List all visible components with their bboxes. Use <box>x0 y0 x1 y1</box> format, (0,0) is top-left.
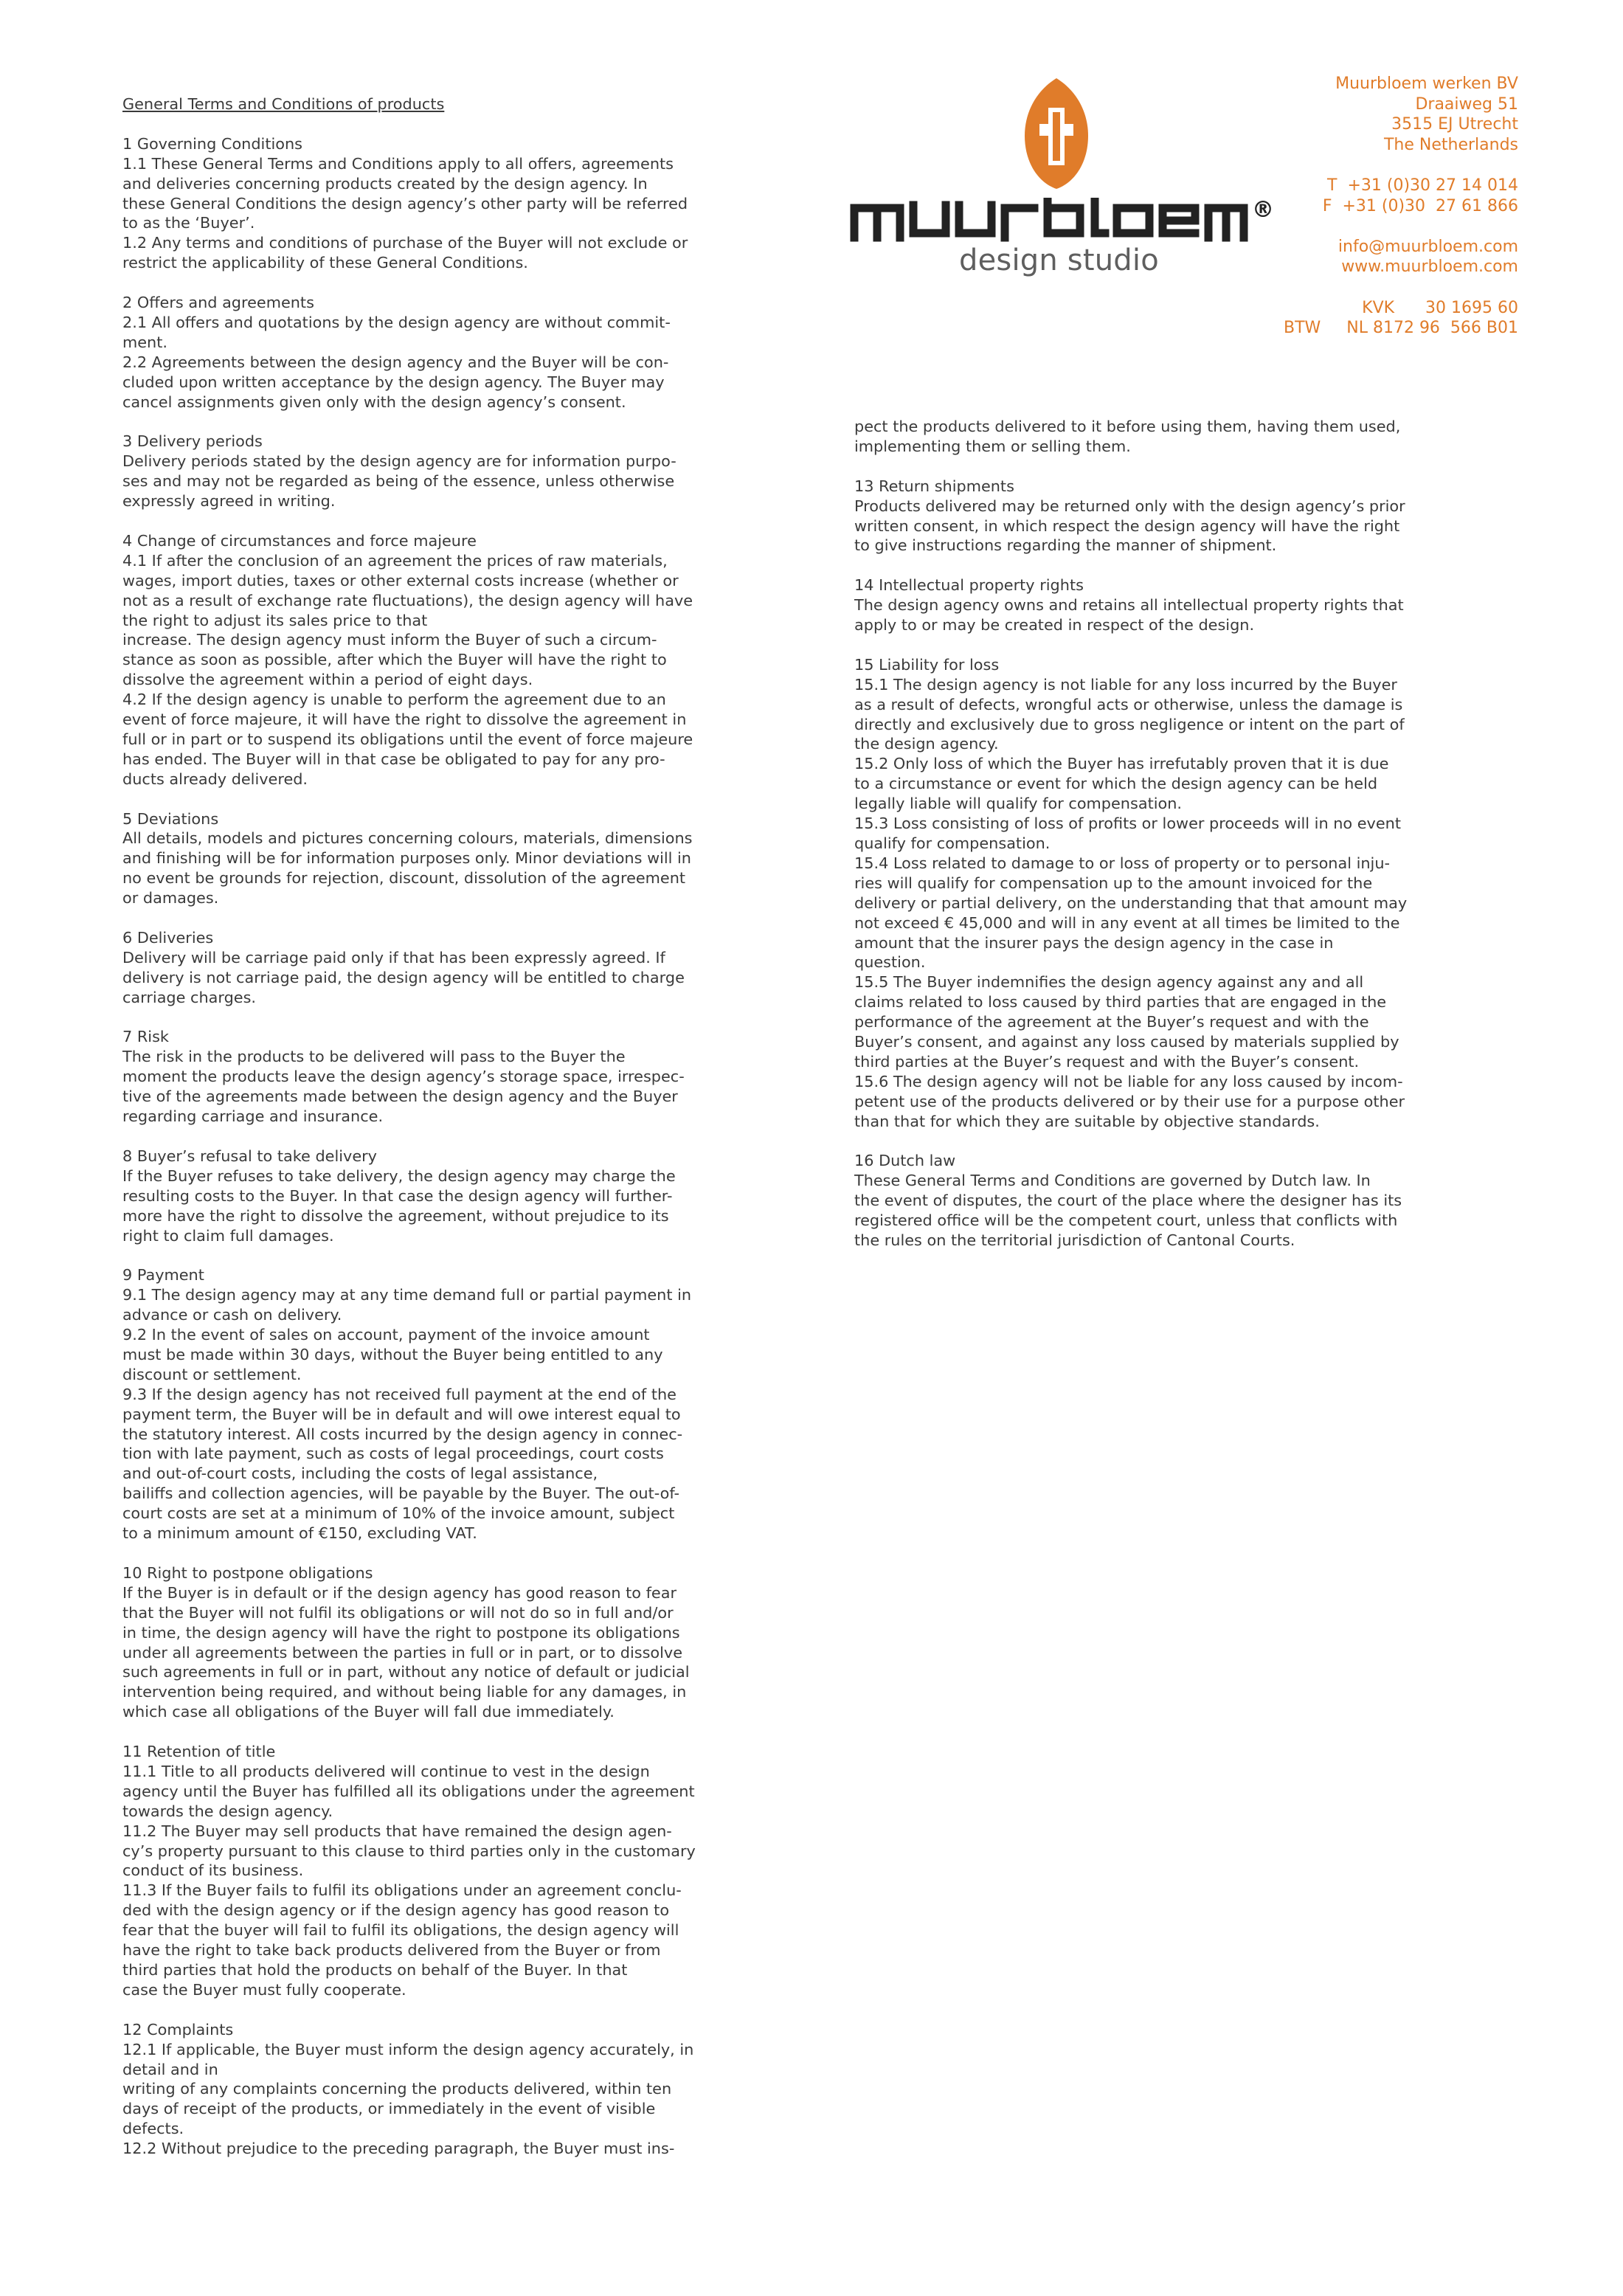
section-line: amount that the insurer pays the design agency in the case in <box>854 933 1334 952</box>
terms-section <box>122 293 803 412</box>
section-line: carriage charges. <box>122 988 257 1006</box>
section-line-first: 5 Deviations <box>122 809 219 828</box>
section-line-first: 16 Dutch law <box>854 1152 956 1170</box>
section-line: to as the ‘Buyer’. <box>122 214 255 232</box>
section-line: performance of the agreement at the Buyer’s request and with the <box>854 1013 1369 1031</box>
section-line-first: 15 Liability for loss <box>854 655 1000 674</box>
terms-section <box>122 531 803 789</box>
section-line: 2.1 All offers and quotations by the design agency are without commit- <box>122 313 671 331</box>
section-line: apply to or may be created in respect of the design. <box>854 616 1255 634</box>
section-line-first: 7 Risk <box>122 1028 169 1046</box>
country: The Netherlands <box>1383 135 1518 154</box>
section-line: 11.3 If the Buyer fails to fulfil its obligations under an agreement conclu- <box>122 1881 682 1900</box>
section-line: delivery or partial delivery, on the understanding that that amount may <box>854 893 1408 912</box>
section-line: Delivery periods stated by the design agency are for information purpo- <box>122 452 676 471</box>
section-line: under all agreements between the parties in full or in part, or to dissolve <box>122 1643 683 1662</box>
section-line: dissolve the agreement within a period of eight days. <box>122 671 533 689</box>
section-line: the right to adjust its sales price to that <box>122 611 428 629</box>
section-line: If the Buyer refuses to take delivery, the design agency may charge the <box>122 1166 676 1185</box>
website-link[interactable]: www.muurbloem.com <box>1341 257 1518 277</box>
section-line: to give instructions regarding the manner of shipment. <box>854 536 1277 555</box>
section-line: registered office will be the competent court, unless that conflicts with <box>854 1211 1398 1230</box>
section-line: and out-of-court costs, including the costs of legal assistance, <box>122 1465 598 1483</box>
section-line: expressly agreed in writing. <box>122 492 336 511</box>
section-line: than that for which they are suitable by objective standards. <box>854 1112 1320 1130</box>
section-line-first: 2 Offers and agreements <box>122 294 314 312</box>
section-line: cancel assignments given only with the design agency’s consent. <box>122 393 626 411</box>
section-line: case the Buyer must fully cooperate. <box>122 1980 406 1999</box>
section-line: question. <box>854 953 926 972</box>
section-line: resulting costs to the Buyer. In that case the design agency will further- <box>122 1186 673 1205</box>
section-line: event of force majeure, it will have the right to dissolve the agreement in <box>122 710 687 729</box>
section-line: advance or cash on delivery. <box>122 1306 342 1324</box>
terms-section <box>122 809 803 909</box>
section-line: fear that the buyer will fail to fulfil its obligations, the design agency will <box>122 1921 679 1940</box>
section-line-first: 13 Return shipments <box>854 477 1014 495</box>
section-line: Buyer’s consent, and against any loss caused by materials supplied by <box>854 1033 1399 1051</box>
section-line: regarding carriage and insurance. <box>122 1107 384 1126</box>
section-line: more have the right to dissolve the agreement, without prejudice to its <box>122 1206 669 1225</box>
section-line: right to claim full damages. <box>122 1226 334 1245</box>
section-line-first: 3 Delivery periods <box>122 432 263 451</box>
section-line: implementing them or selling them. <box>854 437 1131 455</box>
section-line: third parties at the Buyer’s request and with the Buyer’s consent. <box>854 1052 1360 1071</box>
section-line: 15.6 The design agency will not be liable for any loss caused by incom- <box>854 1072 1403 1090</box>
terms-section <box>122 1147 803 1246</box>
section-line: restrict the applicability of these General Conditions. <box>122 254 528 272</box>
section-line: to a circumstance or event for which the design agency can be held <box>854 775 1378 793</box>
section-line: 15.4 Loss related to damage to or loss of property or to personal inju- <box>854 854 1391 872</box>
section-line: ducts already delivered. <box>122 770 308 788</box>
section-line-first: pect the products delivered to it before using them, having them used, <box>854 418 1401 435</box>
section-line-first: 10 Right to postpone obligations <box>122 1563 373 1582</box>
section-line: 11.1 Title to all products delivered will continue to vest in the design <box>122 1762 650 1780</box>
section-line: writing of any complaints concerning the products delivered, within ten <box>122 2080 672 2098</box>
section-line: must be made within 30 days, without the Buyer being entitled to any <box>122 1345 663 1363</box>
section-line: If the Buyer is in default or if the design agency has good reason to fear <box>122 1583 677 1602</box>
section-line: towards the design agency. <box>122 1802 333 1820</box>
section-line: 9.1 The design agency may at any time demand full or partial payment in <box>122 1286 692 1304</box>
section-line: 15.2 Only loss of which the Buyer has irrefutably proven that it is due <box>854 755 1389 773</box>
section-line: defects. <box>122 2120 184 2138</box>
section-line: 11.2 The Buyer may sell products that have remained the design agen- <box>122 1822 672 1840</box>
section-line: stance as soon as possible, after which the Buyer will have the right to <box>122 651 667 669</box>
terms-left-column <box>122 94 803 2159</box>
section-line: claims related to loss caused by third parties that are engaged in the <box>854 993 1387 1012</box>
section-line: The risk in the products to be delivered will pass to the Buyer the <box>122 1048 626 1066</box>
terms-section <box>854 417 1518 457</box>
section-line: ment. <box>122 333 167 351</box>
terms-section <box>122 1742 803 2000</box>
section-line: 15.5 The Buyer indemnifies the design agency against any and all <box>854 973 1364 992</box>
section-line: 9.2 In the event of sales on account, payment of the invoice amount <box>122 1326 650 1344</box>
fax-number: F +31 (0)30 27 61 866 <box>1322 196 1518 215</box>
section-line: the design agency. <box>854 735 999 753</box>
btw-number: BTW NL 8172 96 566 B01 <box>1284 319 1518 338</box>
terms-section <box>854 655 1518 1132</box>
section-line: 2.2 Agreements between the design agency and the Buyer will be con- <box>122 353 669 371</box>
section-line: to a minimum amount of €150, excluding VAT. <box>122 1524 477 1543</box>
kvk-number: KVK 30 1695 60 <box>1362 298 1518 317</box>
section-line: written consent, in which respect the design agency will have the right <box>854 516 1400 535</box>
postal-city: 3515 EJ Utrecht <box>1391 115 1518 134</box>
section-line: or damages. <box>122 889 219 907</box>
terms-section <box>854 575 1518 635</box>
brand-tagline: design studio <box>959 243 1159 277</box>
section-line: moment the products leave the design agency’s storage space, irrespec- <box>122 1068 685 1086</box>
section-line-first: 1 Governing Conditions <box>122 134 302 153</box>
contact-block <box>1076 74 1518 339</box>
company-name: Muurbloem werken BV <box>1335 75 1518 93</box>
terms-section <box>854 1151 1518 1251</box>
section-line: 15.1 The design agency is not liable for any loss incurred by the Buyer <box>854 675 1397 694</box>
section-line-first: 12 Complaints <box>122 2020 234 2039</box>
terms-section <box>122 2020 803 2159</box>
section-line: 4.2 If the design agency is unable to perform the agreement due to an <box>122 691 666 709</box>
section-line: cluded upon written acceptance by the design agency. The Buyer may <box>122 373 665 391</box>
section-line: 1.2 Any terms and conditions of purchase of the Buyer will not exclude or <box>122 234 688 252</box>
section-line: Delivery will be carriage paid only if that has been expressly agreed. If <box>122 948 665 967</box>
section-line-first: 6 Deliveries <box>122 928 214 947</box>
section-line: All details, models and pictures concerning colours, materials, dimensions <box>122 829 693 848</box>
terms-section <box>122 928 803 1008</box>
section-line-first: 9 Payment <box>122 1266 204 1284</box>
terms-section <box>122 432 803 511</box>
section-line-first: 14 Intellectual property rights <box>854 576 1084 595</box>
section-line: days of receipt of the products, or immediately in the event of visible <box>122 2100 656 2118</box>
section-line: no event be grounds for rejection, discount, dissolution of the agreement <box>122 869 686 888</box>
section-line: These General Terms and Conditions are governed by Dutch law. In <box>854 1172 1371 1190</box>
section-line: 12.1 If applicable, the Buyer must inform the design agency accurately, in <box>122 2040 694 2058</box>
section-line: 4.1 If after the conclusion of an agreement the prices of raw materials, <box>122 551 668 570</box>
registered-mark: ® <box>1252 197 1274 223</box>
terms-section <box>122 1265 803 1543</box>
section-line: has ended. The Buyer will in that case be obligated to pay for any pro- <box>122 750 665 768</box>
section-line: such agreements in full or in part, without any notice of default or judicial <box>122 1663 690 1681</box>
section-line: bailiffs and collection agencies, will be payable by the Buyer. The out-of- <box>122 1484 680 1503</box>
section-line: increase. The design agency must inform the Buyer of such a circum- <box>122 631 657 649</box>
section-line: the event of disputes, the court of the place where the designer has its <box>854 1192 1402 1210</box>
document-title: General Terms and Conditions of products <box>122 95 445 113</box>
section-line: cy’s property pursuant to this clause to third parties only in the customary <box>122 1842 696 1860</box>
terms-section <box>122 134 803 273</box>
section-line: legally liable will qualify for compensation. <box>854 795 1183 813</box>
section-line: agency until the Buyer has fulfilled all its obligations under the agreement <box>122 1782 695 1800</box>
terms-right-column <box>854 417 1518 1251</box>
section-line: not exceed € 45,000 and will in any event at all times be limited to the <box>854 913 1400 932</box>
terms-sections-left <box>122 134 803 2159</box>
section-line: petent use of the products delivered or by their use for a purpose other <box>854 1092 1405 1110</box>
email-link[interactable]: info@muurbloem.com <box>1337 237 1518 256</box>
section-line: full or in part or to suspend its obligations until the event of force majeure <box>122 730 693 748</box>
section-line: tive of the agreements made between the design agency and the Buyer <box>122 1088 678 1106</box>
section-line: 9.3 If the design agency has not received full payment at the end of the <box>122 1385 676 1403</box>
section-line: qualify for compensation. <box>854 834 1051 852</box>
section-line: third parties that hold the products on behalf of the Buyer. In that <box>122 1961 628 1979</box>
section-line: Products delivered may be returned only with the design agency’s prior <box>854 497 1405 515</box>
terms-section <box>854 477 1518 556</box>
section-line: in time, the design agency will have the right to postpone its obligations <box>122 1623 680 1642</box>
section-line-first: 11 Retention of title <box>122 1743 276 1761</box>
section-line: ses and may not be regarded as being of the essence, unless otherwise <box>122 472 675 491</box>
section-line: detail and in <box>122 2060 218 2078</box>
section-line-first: 8 Buyer’s refusal to take delivery <box>122 1147 377 1165</box>
section-line: discount or settlement. <box>122 1365 302 1383</box>
section-line: 12.2 Without prejudice to the preceding paragraph, the Buyer must ins- <box>122 2140 675 2158</box>
street-address: Draaiweg 51 <box>1415 94 1518 114</box>
section-line: ries will qualify for compensation up to the amount invoiced for the <box>854 874 1373 892</box>
section-line-first: 4 Change of circumstances and force majeure <box>122 531 477 550</box>
phone-number: T +31 (0)30 27 14 014 <box>1327 176 1518 195</box>
section-line: 15.3 Loss consisting of loss of profits or lower proceeds will in no event <box>854 815 1401 833</box>
terms-sections-right <box>854 417 1518 1251</box>
section-line: as a result of defects, wrongful acts or otherwise, unless the damage is <box>854 695 1403 713</box>
section-line: wages, import duties, taxes or other external costs increase (whether or <box>122 571 679 589</box>
section-line: court costs are set at a minimum of 10% of the invoice amount, subject <box>122 1504 675 1523</box>
section-line: directly and exclusively due to gross negligence or intent on the part of <box>854 715 1405 733</box>
section-line: not as a result of exchange rate fluctuations), the design agency will have <box>122 591 693 609</box>
section-line: and deliveries concerning products created by the design agency. In <box>122 174 648 193</box>
section-line: these General Conditions the design agency’s other party will be referred <box>122 194 688 212</box>
section-line: delivery is not carriage paid, the design agency will be entitled to charge <box>122 968 685 986</box>
section-line: payment term, the Buyer will be in default and will owe interest equal to <box>122 1405 681 1423</box>
section-line: conduct of its business. <box>122 1861 304 1880</box>
section-line: 1.1 These General Terms and Conditions apply to all offers, agreements <box>122 154 674 173</box>
section-line: and finishing will be for information purposes only. Minor deviations will in <box>122 849 691 868</box>
section-line: The design agency owns and retains all intellectual property rights that <box>854 596 1404 615</box>
section-line: ded with the design agency or if the design agency has good reason to <box>122 1901 670 1920</box>
section-line: the statutory interest. All costs incurred by the design agency in connec- <box>122 1425 683 1443</box>
section-line: which case all obligations of the Buyer will fall due immediately. <box>122 1703 615 1721</box>
section-line: the rules on the territorial jurisdiction of Cantonal Courts. <box>854 1231 1295 1250</box>
terms-section <box>122 1563 803 1722</box>
section-line: intervention being required, and without being liable for any damages, in <box>122 1683 687 1701</box>
section-line: have the right to take back products delivered from the Buyer or from <box>122 1941 661 1960</box>
section-line: that the Buyer will not fulfil its obligations or will not do so in full and/or <box>122 1603 674 1622</box>
section-line: tion with late payment, such as costs of legal proceedings, court costs <box>122 1445 664 1463</box>
terms-section <box>122 1027 803 1127</box>
